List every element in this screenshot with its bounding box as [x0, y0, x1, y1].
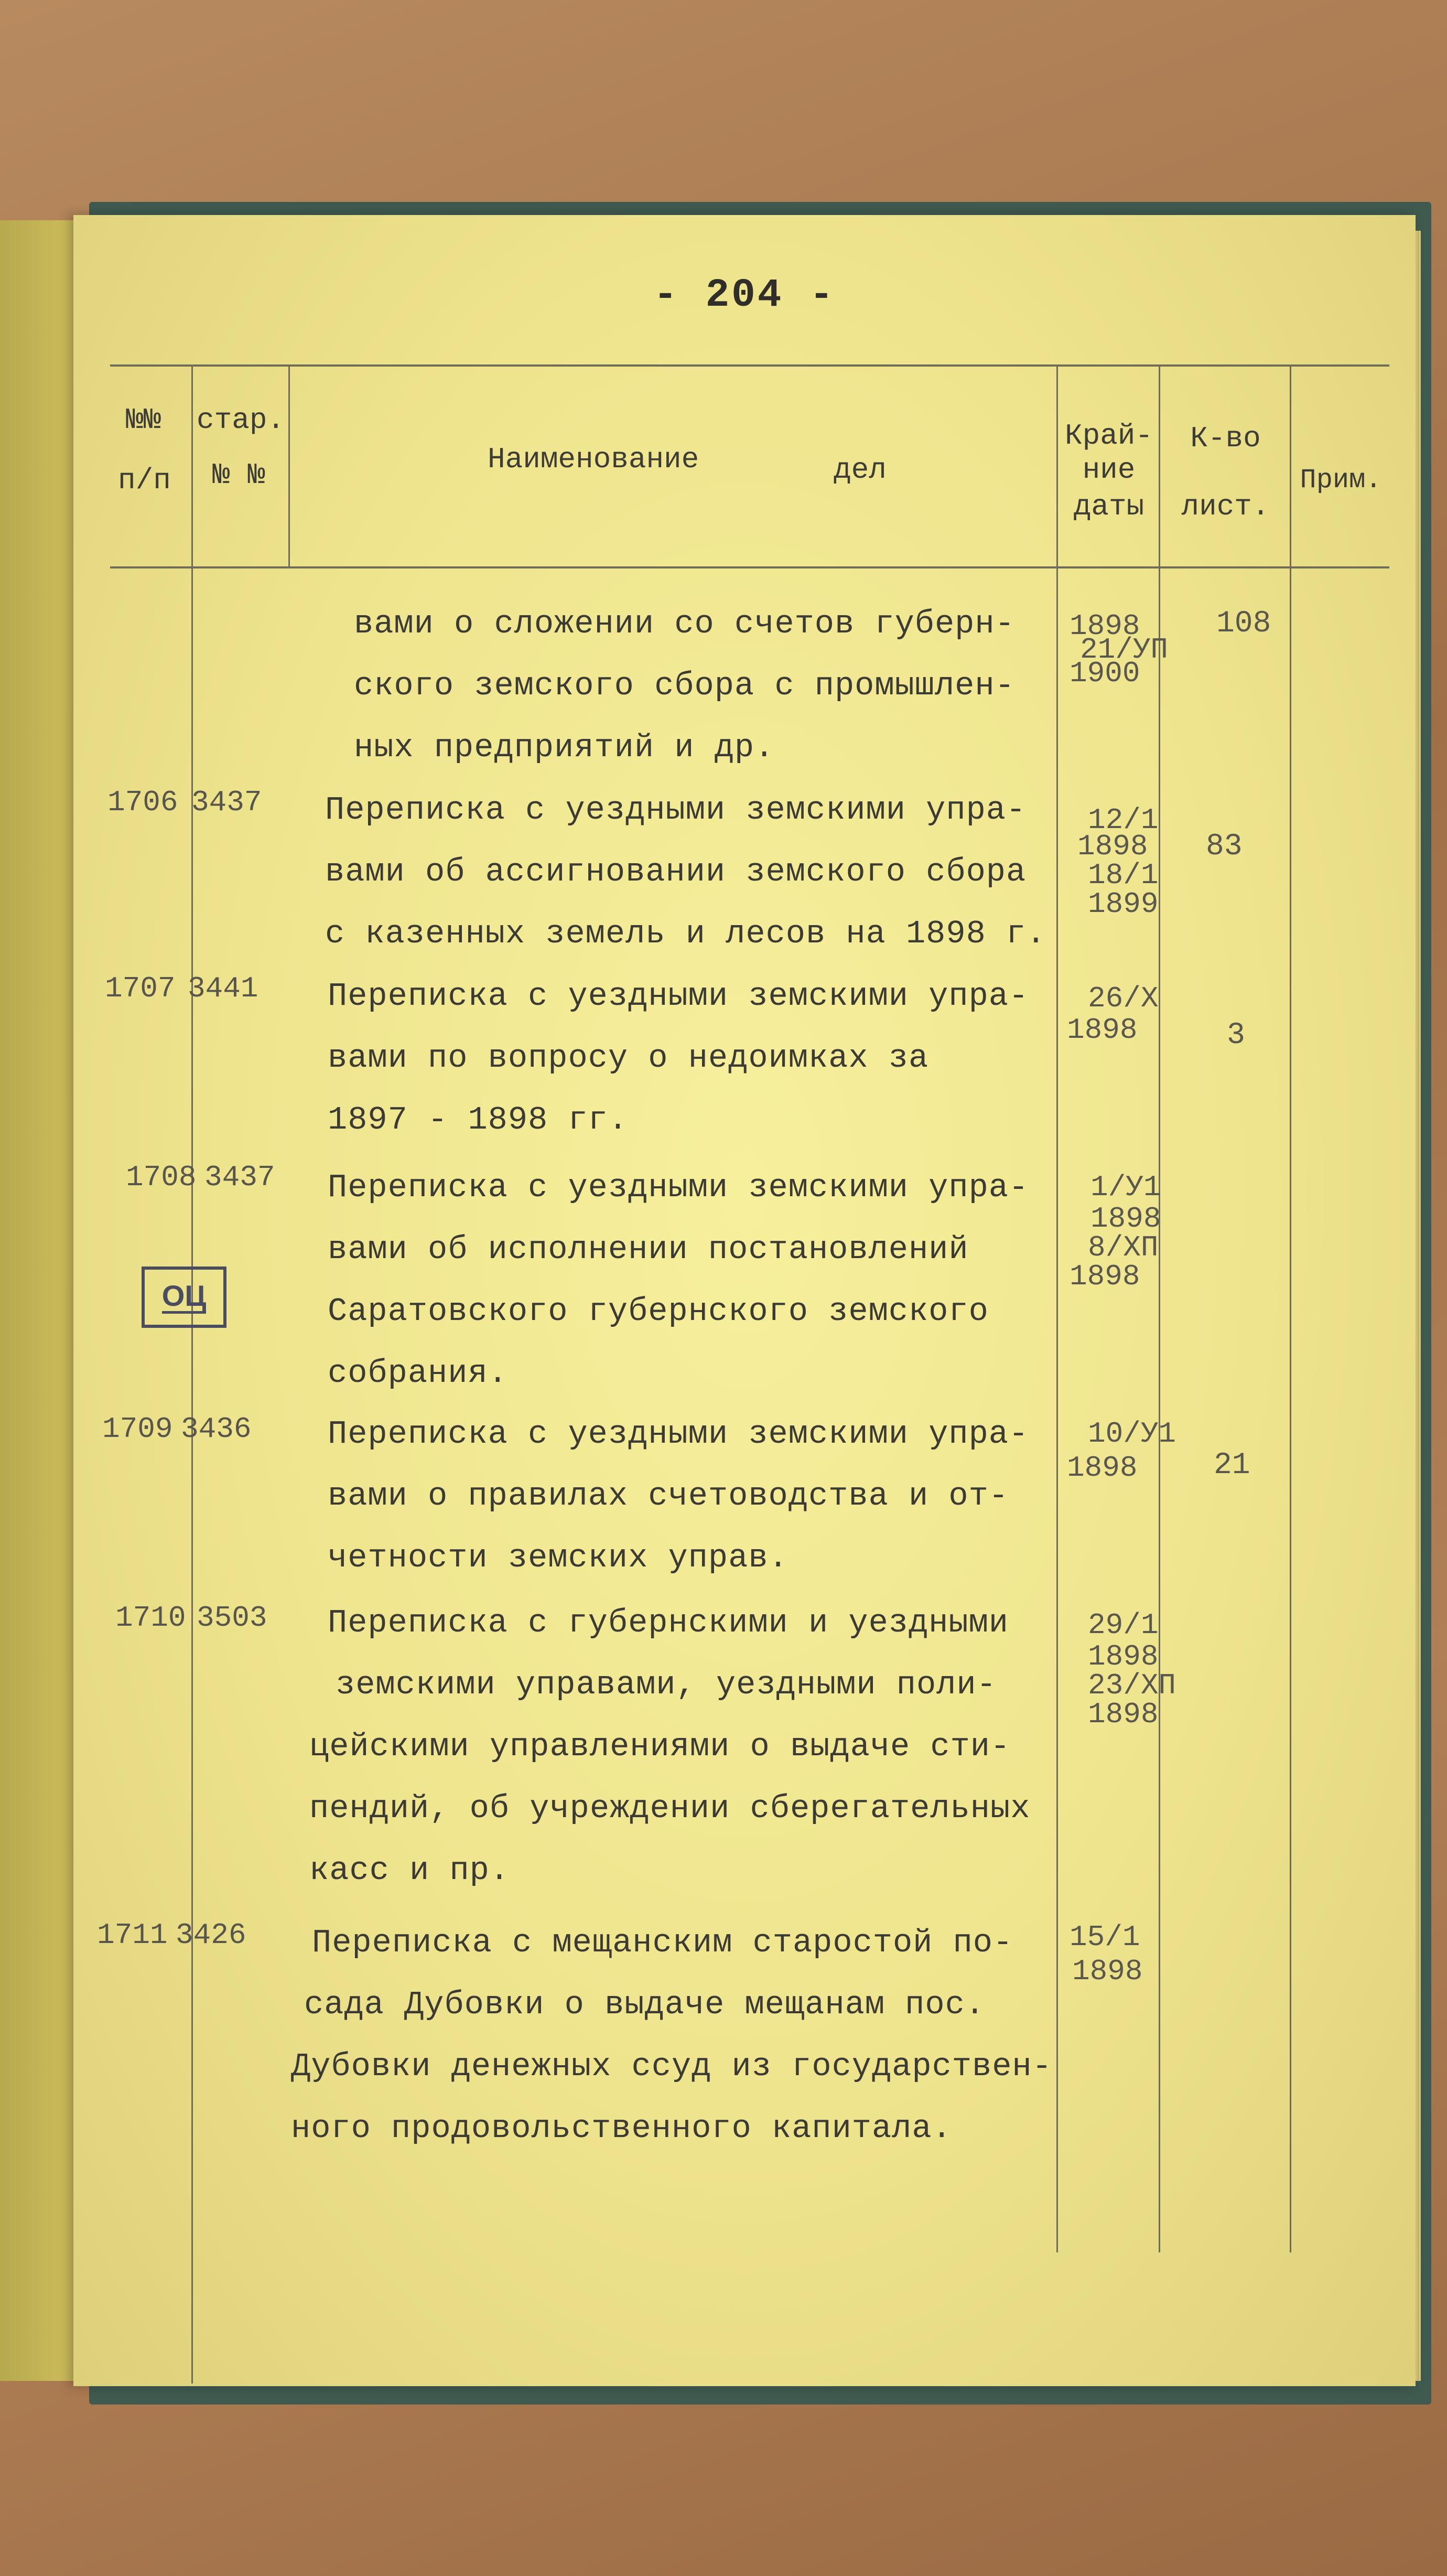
entry-line: ных предприятий и др.: [354, 729, 775, 766]
entry-line: вами о правилах счетоводства и от-: [328, 1477, 1009, 1515]
entry-line: Переписка с уездными земскими упра-: [325, 791, 1027, 829]
entry-date: 1898: [1067, 1013, 1138, 1047]
entry-line: вами об исполнении постановлений: [328, 1231, 969, 1268]
entry-date: 1898: [1070, 609, 1140, 643]
entry-line: пендий, об учреждении сберегательных: [309, 1790, 1031, 1827]
entry-sheets: 3: [1227, 1018, 1245, 1053]
entry-date: 23/ХП: [1088, 1669, 1176, 1702]
entry-date: 1/У1: [1090, 1171, 1161, 1204]
header-sheets-1: К-во: [1190, 422, 1261, 455]
entry-date: 1899: [1088, 887, 1159, 921]
header-sheets-2: лист.: [1181, 490, 1270, 523]
entry-number: 1710: [115, 1601, 186, 1635]
entry-date: 15/1: [1070, 1920, 1140, 1954]
entry-date: 12/1: [1088, 803, 1159, 837]
entry-date: 21/УП: [1080, 633, 1169, 667]
column-rule-notes: [1290, 364, 1291, 2252]
header-old-top: стар.: [197, 403, 285, 437]
entry-date: 1898: [1088, 1640, 1159, 1673]
entry-line: земскими управами, уездными поли-: [336, 1666, 997, 1703]
entry-date: 1898: [1088, 1698, 1159, 1731]
entry-old-number: 3436: [181, 1412, 252, 1446]
entry-old-number: 3437: [204, 1161, 275, 1194]
entry-date: 1898: [1072, 1955, 1143, 1988]
entry-date: 10/У1: [1088, 1417, 1176, 1451]
entry-line: собрания.: [328, 1355, 508, 1392]
entry-line: ного продовольственного капитала.: [291, 2110, 952, 2147]
entry-line: вами об ассигновании земского сбора: [325, 853, 1027, 890]
entry-date: 29/1: [1088, 1608, 1159, 1642]
entry-line: Переписка с губернскими и уездными: [328, 1604, 1009, 1641]
entry-number: 1709: [102, 1412, 173, 1446]
entry-old-number: 3441: [188, 972, 258, 1005]
header-name-label-2: дел: [834, 453, 887, 487]
entry-line: 1897 - 1898 гг.: [328, 1101, 629, 1139]
stamp-text: ОЦ: [162, 1281, 206, 1314]
entry-line: с казенных земель и лесов на 1898 г.: [325, 915, 1046, 952]
header-dates-2: ние: [1082, 453, 1136, 487]
column-rule-name: [288, 364, 290, 566]
header-top-rule: [110, 364, 1389, 367]
entry-number: 1708: [126, 1161, 197, 1194]
entry-date: 18/1: [1088, 858, 1159, 892]
entry-line: Переписка с уездными земскими упра-: [328, 978, 1029, 1015]
column-rule-number: [191, 364, 193, 2384]
entry-old-number: 3426: [176, 1918, 246, 1952]
entry-sheets: 108: [1216, 607, 1271, 641]
header-bottom-rule: [110, 566, 1389, 568]
entry-date: 1898: [1077, 830, 1148, 863]
entry-line: Переписка с уездными земскими упра-: [328, 1415, 1029, 1453]
header-no-top: №№: [126, 403, 161, 437]
entry-number: 1707: [105, 972, 176, 1005]
entry-line: вами по вопросу о недоимках за: [328, 1039, 929, 1077]
entry-date: 26/Х: [1088, 982, 1159, 1015]
document-page: [73, 215, 1416, 2386]
header-dates-1: Край-: [1064, 419, 1153, 453]
page-number: - 204 -: [653, 273, 836, 318]
entry-sheets: 21: [1214, 1448, 1250, 1483]
entry-line: Саратовского губернского земского: [328, 1293, 989, 1330]
entry-sheets: 83: [1206, 830, 1243, 864]
entry-line: вами о сложении со счетов губерн-: [354, 605, 1015, 642]
header-name-label: Наименование: [488, 443, 699, 476]
entry-old-number: 3437: [191, 786, 262, 819]
entry-line: Дубовки денежных ссуд из государствен-: [291, 2048, 1052, 2085]
column-rule-dates: [1056, 364, 1058, 2252]
entry-line: Переписка с мещанским старостой по-: [312, 1924, 1013, 1961]
entry-date: 1898: [1067, 1451, 1138, 1485]
header-notes: Прим.: [1300, 465, 1382, 496]
header-dates-3: даты: [1073, 490, 1144, 523]
entry-line: касс и пр.: [309, 1852, 510, 1889]
entry-line: цейскими управлениями о выдаче сти-: [309, 1728, 1011, 1765]
entry-old-number: 3503: [197, 1601, 267, 1635]
entry-date: 8/ХП: [1088, 1231, 1159, 1264]
header-old-bottom: № №: [212, 458, 265, 492]
entry-number: 1711: [97, 1918, 168, 1952]
entry-line: четности земских управ.: [328, 1539, 789, 1576]
entry-line: Переписка с уездными земскими упра-: [328, 1169, 1029, 1206]
entry-date: 1898: [1070, 1260, 1140, 1293]
entry-date: 1898: [1090, 1202, 1161, 1236]
stamp: [142, 1266, 226, 1328]
entry-line: ского земского сбора с промышлен-: [354, 667, 1015, 704]
entry-date: 1900: [1070, 657, 1140, 690]
entry-line: сада Дубовки о выдаче мещанам пос.: [304, 1986, 986, 2023]
entry-number: 1706: [107, 786, 178, 819]
header-no-bottom: п/п: [118, 464, 171, 497]
